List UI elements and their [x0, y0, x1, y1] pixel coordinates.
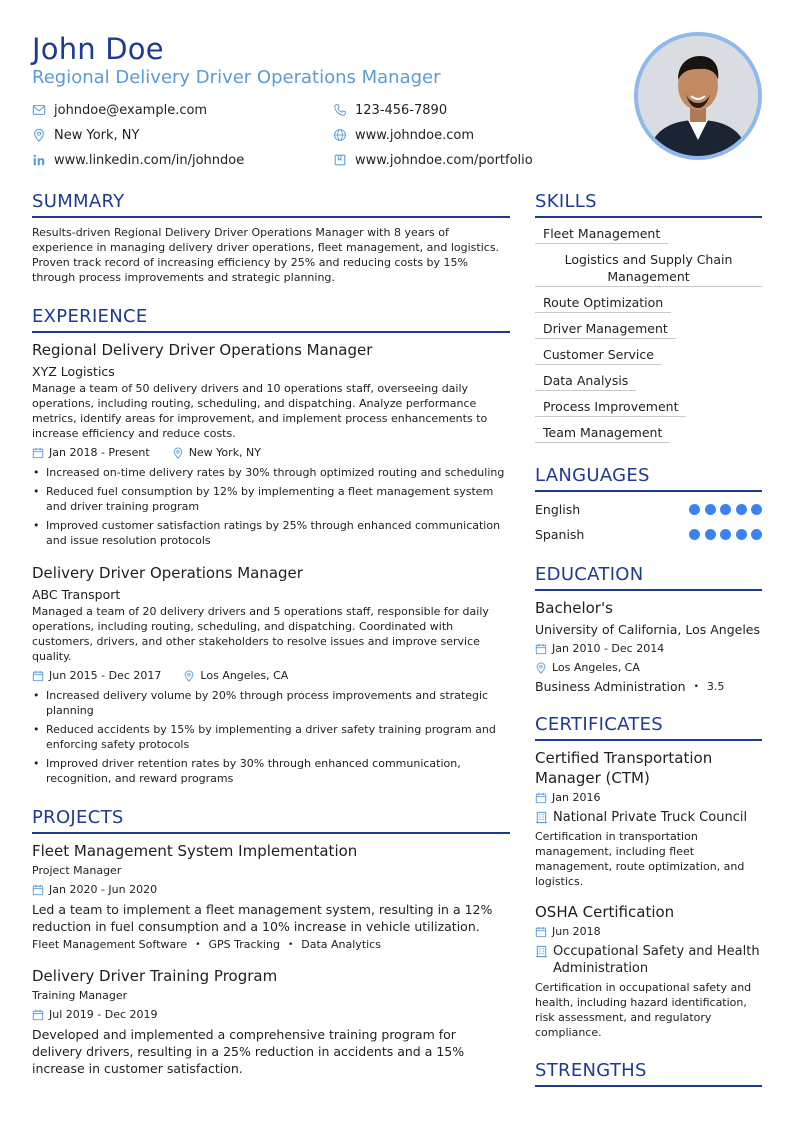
right-column [535, 190, 762, 1087]
language-name: Spanish [535, 527, 585, 542]
job-entry [32, 563, 510, 786]
certificate-title: OSHA Certification [535, 903, 675, 921]
certificate-description: Certification in transportation management, including fleet management, route optimization, and logistics. [535, 830, 745, 888]
calendar-icon [32, 670, 44, 682]
project-entry [32, 841, 510, 953]
project-dates: Jul 2019 - Dec 2019 [49, 1008, 158, 1021]
email-icon [32, 103, 46, 117]
summary-heading: SUMMARY [32, 190, 510, 218]
proficiency-dots [685, 504, 763, 515]
project-tag: Data Analytics [301, 938, 381, 951]
calendar-icon [535, 643, 547, 655]
languages-heading: LANGUAGES [535, 464, 762, 492]
email-text: johndoe@example.com [54, 102, 208, 118]
job-location: New York, NY [188, 446, 261, 459]
certificate-org-row [535, 943, 762, 977]
skill-tag: Process Improvement [535, 396, 686, 417]
proficiency-dot [736, 529, 747, 540]
experience-heading: EXPERIENCE [32, 305, 510, 333]
proficiency-dot [720, 504, 731, 515]
location-text: New York, NY [54, 127, 140, 143]
education-location: Los Angeles, CA [552, 661, 640, 674]
proficiency-dot [705, 504, 716, 515]
skill-tag: Route Optimization [535, 292, 671, 313]
calendar-icon [32, 884, 44, 896]
linkedin-text: www.linkedin.com/in/johndoe [54, 152, 245, 168]
project-meta [32, 1007, 510, 1023]
education-entry [535, 598, 762, 696]
achievement-item: • Reduced fuel consumption by 12% by implementing a fleet management system and driver training program [32, 484, 510, 514]
company-name: ABC Transport [32, 587, 121, 602]
proficiency-dot [689, 504, 700, 515]
linkedin-icon [32, 153, 46, 167]
contact-phone[interactable] [333, 100, 447, 120]
achievement-item: • Increased on-time delivery rates by 30% through optimized routing and scheduling [32, 465, 510, 480]
achievement-item: • Increased delivery volume by 20% through process improvements and strategic planning [32, 688, 510, 718]
languages-list [535, 497, 762, 547]
separator-dot: • [693, 682, 699, 692]
building-icon [535, 945, 548, 958]
degree: Bachelor's [535, 599, 613, 617]
job-location: Los Angeles, CA [200, 669, 289, 682]
building-icon [535, 811, 548, 824]
calendar-icon [535, 792, 547, 804]
project-tag: GPS Tracking [208, 938, 280, 951]
certificate-date: Jan 2016 [552, 791, 601, 804]
skill-tag: Customer Service [535, 344, 662, 365]
contact-email[interactable] [32, 100, 207, 120]
projects-heading: PROJECTS [32, 806, 510, 834]
profile-photo [634, 32, 762, 160]
skill-tag: Driver Management [535, 318, 676, 339]
certificate-date-row [535, 924, 762, 940]
calendar-icon [32, 1009, 44, 1021]
achievement-item: • Improved customer satisfaction ratings by 25% through enhanced communication and issue resolution protocols [32, 518, 510, 548]
language-row [535, 497, 762, 522]
contact-website[interactable] [333, 125, 474, 145]
job-meta [32, 445, 510, 461]
portfolio-text: www.johndoe.com/portfolio [355, 152, 533, 168]
project-dates: Jan 2020 - Jun 2020 [49, 883, 158, 896]
education-dates-row [535, 641, 762, 657]
header [32, 30, 592, 90]
school-name: University of California, Los Angeles [535, 622, 761, 637]
gpa: 3.5 [706, 680, 725, 693]
strengths-heading: STRENGTHS [535, 1059, 762, 1087]
certificate-org: Occupational Safety and Health Administration [553, 944, 760, 976]
proficiency-dot [751, 504, 762, 515]
avatar-image [638, 36, 758, 156]
website-text: www.johndoe.com [355, 127, 474, 143]
company-name: XYZ Logistics [32, 364, 115, 379]
certificate-date-row [535, 790, 762, 806]
achievement-list [32, 688, 510, 786]
job-title: Regional Delivery Driver Operations Manager [32, 341, 373, 359]
education-field-row [535, 678, 762, 696]
education-location-row [535, 660, 762, 676]
contact-portfolio[interactable] [333, 150, 533, 170]
proficiency-dot [751, 529, 762, 540]
left-column [32, 190, 510, 1077]
location-pin-icon [183, 670, 195, 682]
job-dates: Jun 2015 - Dec 2017 [49, 669, 162, 682]
education-heading: EDUCATION [535, 563, 762, 591]
project-entry [32, 966, 510, 1077]
candidate-name: John Doe [32, 32, 164, 66]
portfolio-icon [333, 153, 347, 167]
candidate-title: Regional Delivery Driver Operations Manager [32, 67, 441, 88]
skills-heading: SKILLS [535, 190, 762, 218]
certificate-description: Certification in occupational safety and health, including hazard identification, risk assessment, and regulatory compliance. [535, 981, 752, 1039]
location-pin-icon [535, 662, 547, 674]
project-title: Delivery Driver Training Program [32, 967, 278, 985]
language-row [535, 522, 762, 547]
phone-icon [333, 103, 347, 117]
certificate-org: National Private Truck Council [553, 810, 748, 825]
job-dates: Jan 2018 - Present [49, 446, 150, 459]
project-description: Developed and implemented a comprehensive training program for delivery drivers, resulting in a 25% reduction in accidents and a 15% increase in customer satisfaction. [32, 1027, 465, 1076]
achievement-item: • Reduced accidents by 15% by implementing a driver safety training program and enforcing safety protocols [32, 722, 510, 752]
project-description: Led a team to implement a fleet management system, resulting in a 12% reduction in fuel consumption and a 10% increase in vehicle utilization. [32, 902, 493, 934]
proficiency-dot [736, 504, 747, 515]
calendar-icon [535, 926, 547, 938]
skills-list [535, 223, 762, 443]
achievement-item: • Improved driver retention rates by 30% through enhanced communication, recognition, and reward programs [32, 756, 510, 786]
certificate-org-row [535, 809, 762, 826]
job-meta [32, 668, 510, 684]
field-of-study: Business Administration [535, 679, 686, 694]
proficiency-dots [685, 529, 763, 540]
job-description: Managed a team of 20 delivery drivers and 5 operations staff, responsible for daily operations, including routing, scheduling, and dispatching. Coordinated with customers, drivers, and other stakeholders to resolve issues and improve service quality. [32, 605, 489, 663]
separator-dot: • [287, 940, 294, 950]
project-tags [32, 937, 510, 953]
job-description: Manage a team of 50 delivery drivers and 10 operations staff, overseeing daily operations, including routing, scheduling, and dispatching. Analyze performance metrics, identify areas for improvement, and implement process enhancements to increase efficiency and reduce costs. [32, 382, 488, 440]
achievement-list [32, 465, 510, 548]
project-role: Project Manager [32, 864, 122, 877]
location-pin-icon [172, 447, 184, 459]
location-pin-icon [32, 128, 46, 142]
project-tag: Fleet Management Software [32, 938, 188, 951]
contact-location [32, 125, 139, 145]
certificate-entry [535, 902, 762, 1040]
certificate-date: Jun 2018 [552, 925, 601, 938]
job-entry [32, 340, 510, 548]
project-meta [32, 882, 510, 898]
certificate-title: Certified Transportation Manager (CTM) [535, 749, 713, 787]
contact-linkedin[interactable] [32, 150, 244, 170]
certificates-heading: CERTIFICATES [535, 713, 762, 741]
project-title: Fleet Management System Implementation [32, 842, 358, 860]
skill-tag: Team Management [535, 422, 670, 443]
project-role: Training Manager [32, 989, 128, 1002]
language-name: English [535, 502, 581, 517]
proficiency-dot [689, 529, 700, 540]
certificate-entry [535, 748, 762, 889]
summary-text: Results-driven Regional Delivery Driver Operations Manager with 8 years of experience in managing delivery driver operations, fleet management, and logistics. Proven track record of increasing efficiency by 25% and reducing costs by 15% through process improvements and strategic planning. [32, 226, 500, 284]
education-dates: Jan 2010 - Dec 2014 [552, 642, 665, 655]
globe-icon [333, 128, 347, 142]
skill-tag: Logistics and Supply Chain Management [535, 249, 762, 287]
separator-dot: • [195, 940, 201, 950]
job-title: Delivery Driver Operations Manager [32, 564, 303, 582]
proficiency-dot [705, 529, 716, 540]
skill-tag: Data Analysis [535, 370, 636, 391]
proficiency-dot [720, 529, 731, 540]
calendar-icon [32, 447, 44, 459]
skill-tag: Fleet Management [535, 223, 668, 244]
phone-text: 123-456-7890 [355, 102, 448, 118]
